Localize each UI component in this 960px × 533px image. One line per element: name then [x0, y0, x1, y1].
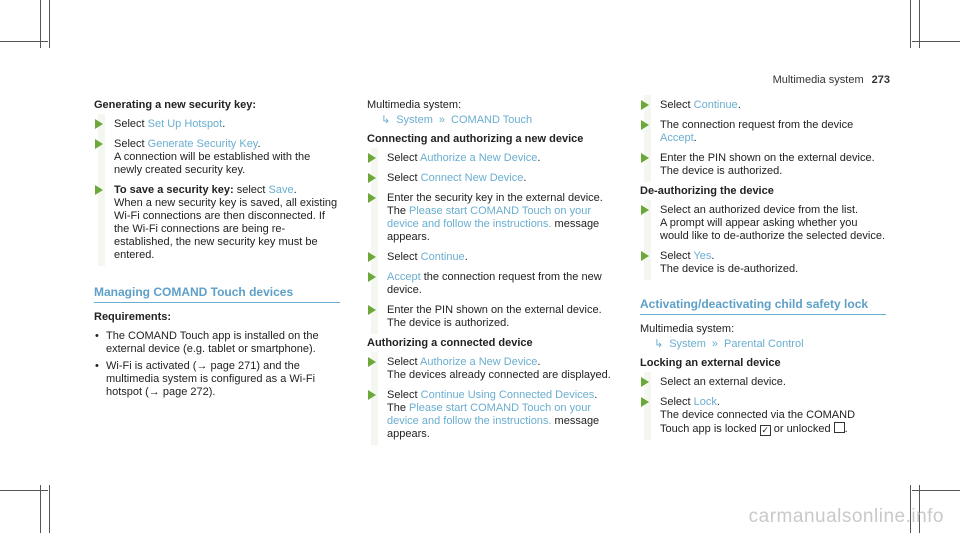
step-arrow-icon [641, 397, 649, 407]
step-text: Select [387, 172, 421, 184]
step-text: the connection request from the new device. [387, 271, 602, 296]
checkbox-checked-icon: ✓ [761, 425, 769, 435]
step-text: Select [387, 251, 421, 263]
step-text: Select [660, 99, 694, 111]
step-text: . [293, 184, 297, 196]
requirement-text: The COMAND Touch app is installed on the external device (e.g. tablet or smartphone). [106, 330, 319, 355]
step-text: . [537, 152, 541, 164]
step-text: The [387, 402, 410, 414]
menu-path [640, 338, 886, 351]
return-arrow-icon: ↳ [381, 114, 391, 126]
step-text: . [693, 132, 697, 144]
menu-item-generate-security-key: Generate Security Key [147, 138, 258, 150]
page-number: 273 [871, 74, 890, 86]
step-arrow-icon [368, 272, 376, 282]
step [640, 152, 886, 178]
step [94, 118, 340, 131]
step-text: Enter the PIN shown on the external device. [660, 152, 875, 164]
crop-mark [912, 41, 960, 42]
step-text: . [711, 250, 715, 262]
step-text: Select [114, 138, 148, 150]
watermark: carmanualsonline.info [748, 506, 944, 527]
step [640, 119, 886, 145]
step-text: Select [660, 250, 694, 262]
menu-item-continue: Continue [420, 251, 465, 263]
step-result: A connection will be established with the newly created security key. [114, 151, 311, 176]
section-title-managing-devices: Managing COMAND Touch devices [94, 286, 340, 303]
step-result: The device is authorized. [660, 165, 783, 177]
menu-item-authorize-new-device: Authorize a New Device [420, 152, 538, 164]
step [367, 192, 613, 244]
double-chevron-icon: » [711, 338, 719, 350]
message-text: Please start COMAND Touch on your device and follow the instructions. [387, 205, 591, 230]
step-arrow-icon [368, 305, 376, 315]
step-arrow-icon [641, 205, 649, 215]
step [94, 138, 340, 177]
step [640, 376, 886, 389]
menu-item-yes: Yes [693, 250, 712, 262]
path-item-system: System [396, 114, 433, 126]
step [367, 304, 613, 330]
checkbox-unchecked-icon [834, 422, 845, 433]
column-2 [367, 99, 613, 448]
step-text: . [537, 356, 541, 368]
menu-item-connect-new-device: Connect New Device [420, 172, 524, 184]
step-text: message appears. [387, 415, 600, 440]
step-text: . [594, 389, 598, 401]
step [367, 152, 613, 165]
step-arrow-icon [95, 119, 103, 129]
step-text: Select [387, 356, 421, 368]
step-result: When a new security key is saved, all existing Wi-Fi connections are then disconnected. If the Wi-Fi connections are being re-established, the new security key must be entered. [114, 197, 338, 261]
step-result: The device is authorized. [387, 317, 510, 329]
step-bold: To save a security key: [114, 184, 234, 196]
step-text: Select [387, 152, 421, 164]
step-text: The [387, 205, 410, 217]
step-arrow-icon [368, 153, 376, 163]
step-arrow-icon [368, 193, 376, 203]
menu-item-accept: Accept [660, 132, 694, 144]
step-arrow-icon [641, 251, 649, 261]
step-text: Select an external device. [660, 376, 786, 388]
menu-item-save: Save [268, 184, 294, 196]
step-arrow-icon [641, 120, 649, 130]
step-text: Select an authorized device from the list. [660, 204, 859, 216]
step-arrow-icon [95, 185, 103, 195]
step-result: A prompt will appear asking whether you would like to de-authorize the selected device. [660, 217, 886, 242]
requirements-heading: Requirements: [94, 311, 172, 323]
crop-mark [910, 0, 911, 48]
step-result: . [844, 423, 848, 435]
heading-authorizing-connected: Authorizing a connected device [367, 337, 533, 349]
multimedia-system-label: Multimedia system: [640, 323, 735, 335]
step-arrow-icon [95, 139, 103, 149]
step-text: . [257, 138, 261, 150]
step-text: Select [660, 396, 694, 408]
step-text: . [737, 99, 741, 111]
step-text: Select [387, 389, 421, 401]
menu-path [367, 114, 613, 127]
step-arrow-icon [641, 153, 649, 163]
crop-mark [49, 0, 50, 48]
heading-connecting: Connecting and authorizing a new device [367, 133, 584, 145]
crop-mark [40, 485, 41, 533]
path-item-comand-touch: COMAND Touch [451, 114, 533, 126]
column-3 [640, 99, 886, 443]
step-text: message appears. [387, 218, 600, 243]
step [367, 389, 613, 441]
step-arrow-icon [641, 377, 649, 387]
message-text: Please start COMAND Touch on your device and follow the instructions. [387, 402, 591, 427]
bullet-icon: • [95, 360, 99, 372]
step-text: . [716, 396, 720, 408]
heading-locking-device: Locking an external device [640, 357, 781, 369]
step-text: Enter the PIN shown on the external device. [387, 304, 602, 316]
step-text: . [222, 118, 226, 130]
menu-item-authorize-new-device: Authorize a New Device [420, 356, 538, 368]
step-arrow-icon [368, 173, 376, 183]
crop-mark [49, 485, 50, 533]
step [640, 99, 886, 112]
heading-generate-key: Generating a new security key: [94, 99, 257, 111]
step-text: Select [114, 118, 148, 130]
step [94, 184, 340, 262]
step-arrow-icon [641, 100, 649, 110]
requirement-item [94, 330, 340, 356]
step [367, 271, 613, 297]
path-item-system: System [669, 338, 706, 350]
requirement-text: Wi-Fi is activated (→ page 271) and the multimedia system is configured as a Wi-Fi hotspot (→ page 272). [106, 360, 316, 398]
step-text: . [523, 172, 527, 184]
requirement-item [94, 360, 340, 399]
menu-item-continue-using-connected: Continue Using Connected Devices [420, 389, 595, 401]
step [367, 172, 613, 185]
menu-item-accept: Accept [387, 271, 421, 283]
step-text: The connection request from the device [660, 119, 854, 131]
step [367, 251, 613, 264]
step-text: select [233, 184, 269, 196]
step-arrow-icon [368, 357, 376, 367]
return-arrow-icon: ↳ [654, 338, 664, 350]
crop-mark [0, 41, 48, 42]
step-text: Enter the security key in the external device. [387, 192, 603, 204]
multimedia-system-label: Multimedia system: [367, 99, 462, 111]
menu-item-continue: Continue [693, 99, 738, 111]
menu-item-set-up-hotspot: Set Up Hotspot [147, 118, 223, 130]
step [640, 396, 886, 436]
step-result: or unlocked [770, 423, 834, 435]
step [640, 204, 886, 243]
page-header [773, 74, 890, 86]
bullet-icon: • [95, 330, 99, 342]
path-item-parental-control: Parental Control [724, 338, 804, 350]
heading-de-authorizing: De-authorizing the device [640, 185, 774, 197]
header-title: Multimedia system [772, 74, 864, 86]
step-arrow-icon [368, 390, 376, 400]
menu-item-lock: Lock [693, 396, 717, 408]
step-arrow-icon [368, 252, 376, 262]
column-1 [94, 99, 340, 403]
step-result: The devices already connected are displayed. [387, 369, 611, 381]
step [367, 356, 613, 382]
double-chevron-icon: » [438, 114, 446, 126]
step-result: The device connected via the COMAND Touch app is locked [660, 409, 856, 435]
section-title-child-safety-lock: Activating/deactivating child safety lock [640, 298, 886, 315]
step-text: . [464, 251, 468, 263]
step-result: The device is de-authorized. [660, 263, 799, 275]
step [640, 250, 886, 276]
